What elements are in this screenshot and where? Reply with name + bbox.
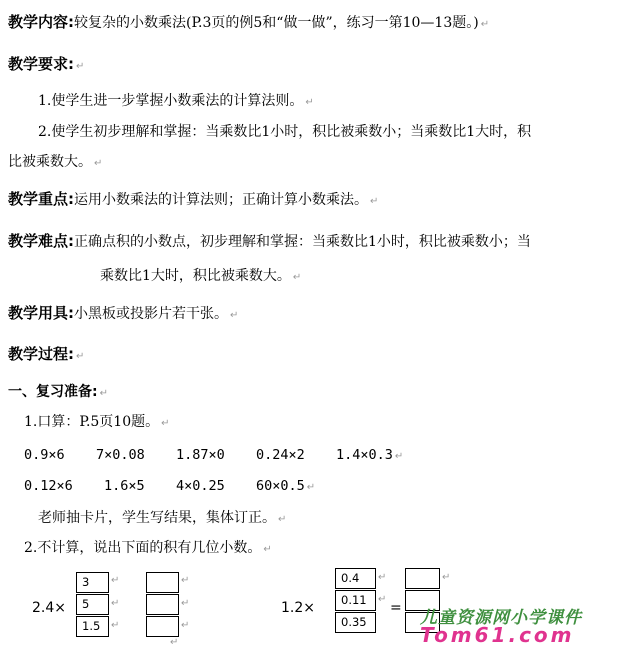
- oral-problem: 1.87×0: [176, 447, 225, 463]
- paragraph-mark-icon: ↵: [370, 196, 379, 207]
- oral-problem: 4×0.25: [176, 478, 225, 494]
- requirement-2-text: 2.使学生初步理解和掌握：当乘数比1小时，积比被乘数小；当乘数比1大时，积: [38, 124, 532, 140]
- focus-text: 运用小数乘法的计算法则；正确计算小数乘法。: [74, 192, 368, 208]
- right-multiplier: 1.2×: [281, 600, 315, 616]
- oral-problem: 1.6×5: [104, 478, 145, 494]
- left-answer-cell-2: [146, 594, 179, 615]
- requirements-label: 教学要求:: [8, 55, 74, 73]
- paragraph-mark-icon: ↵: [263, 544, 272, 555]
- oral-problem: 7×0.08: [96, 447, 145, 463]
- paragraph-mark-icon: ↵: [378, 572, 387, 583]
- paragraph-mark-icon: ↵: [181, 575, 190, 586]
- oral-line: [24, 413, 170, 433]
- oral-text: 1.口算：P.5页10题。: [24, 414, 160, 430]
- watermark-domain: Tom61.com: [420, 623, 575, 647]
- right-factor-cell-3: 0.35: [335, 612, 376, 633]
- paragraph-mark-icon: ↵: [111, 598, 120, 609]
- focus-label: 教学重点:: [8, 190, 74, 208]
- paragraph-mark-icon: ↵: [111, 575, 120, 586]
- process-heading: [8, 345, 84, 366]
- paragraph-mark-icon: ↵: [76, 351, 85, 362]
- right-factor-cell-1: 0.4: [335, 568, 376, 589]
- oral-problem: 0.24×2: [256, 447, 305, 463]
- difficulty-text: 正确点积的小数点，初步理解和掌握：当乘数比1小时，积比被乘数小；当: [74, 234, 531, 250]
- requirements-heading: [8, 55, 84, 76]
- left-factor-cell-3: 1.5: [76, 616, 109, 637]
- paragraph-mark-icon: ↵: [480, 19, 490, 30]
- watermark-site-name: 儿童资源网小学课件: [420, 608, 582, 628]
- content-label: 教学内容:: [8, 13, 74, 31]
- paragraph-mark-icon: ↵: [378, 594, 387, 605]
- difficulty-label: 教学难点:: [8, 232, 74, 250]
- section1-heading: [8, 383, 108, 403]
- oral-problems-row-2: [24, 478, 315, 494]
- paragraph-mark-icon: ↵: [94, 158, 103, 169]
- left-factor-cell-1: 3: [76, 572, 109, 593]
- left-answer-cell-3: [146, 616, 179, 637]
- difficulty-line-a: [8, 232, 531, 251]
- paragraph-mark-icon: ↵: [305, 97, 314, 108]
- paragraph-mark-icon: ↵: [76, 61, 85, 72]
- left-answer-cell-1: [146, 572, 179, 593]
- paragraph-mark-icon: ↵: [170, 637, 179, 648]
- paragraph-mark-icon: ↵: [278, 514, 287, 525]
- requirement-1-text: 1.使学生进一步掌握小数乘法的计算法则。: [38, 93, 304, 109]
- requirement-item-2a: [38, 123, 531, 141]
- tools-label: 教学用具:: [8, 304, 74, 322]
- oral-problem: 1.4×0.3: [336, 447, 393, 463]
- difficulty-continuation: 乘数比1大时，积比被乘数大。: [100, 268, 291, 284]
- note-line: [38, 509, 286, 529]
- paragraph-mark-icon: ↵: [442, 572, 451, 583]
- paragraph-mark-icon: ↵: [161, 418, 170, 429]
- tools-text: 小黑板或投影片若干张。: [74, 306, 228, 322]
- requirement-item-1: [38, 92, 314, 112]
- tools-line: [8, 304, 238, 325]
- requirement-item-2b: [8, 153, 102, 173]
- content-line: [8, 13, 489, 34]
- right-answer-cell-1: [405, 568, 440, 589]
- note-text: 老师抽卡片，学生写结果，集体订正。: [38, 510, 276, 526]
- section1-title: 一、复习准备:: [8, 384, 98, 400]
- paragraph-mark-icon: ↵: [181, 598, 190, 609]
- right-factor-cell-2: 0.11: [335, 590, 376, 611]
- paragraph-mark-icon: ↵: [394, 451, 404, 462]
- oral-problem: 60×0.5: [256, 478, 305, 494]
- focus-line: [8, 190, 378, 211]
- oral-problem: 0.9×6: [24, 447, 65, 463]
- question2-line: [24, 539, 272, 559]
- difficulty-line-b: [100, 267, 301, 287]
- paragraph-mark-icon: ↵: [292, 272, 302, 283]
- paragraph-mark-icon: ↵: [181, 620, 190, 631]
- question2-text: 2.不计算，说出下面的积有几位小数。: [24, 540, 262, 556]
- paragraph-mark-icon: ↵: [111, 620, 120, 631]
- equals-sign: =: [390, 600, 402, 616]
- paragraph-mark-icon: ↵: [306, 482, 316, 493]
- oral-problem: 0.12×6: [24, 478, 73, 494]
- paragraph-mark-icon: ↵: [99, 388, 108, 399]
- left-multiplier: 2.4×: [32, 600, 66, 616]
- left-factor-cell-2: 5: [76, 594, 109, 615]
- content-text: 较复杂的小数乘法(P.3页的例5和“做一做”，练习一第10—13题。): [74, 15, 479, 31]
- process-label: 教学过程:: [8, 345, 74, 363]
- oral-problems-row-1: [24, 447, 403, 463]
- paragraph-mark-icon: ↵: [230, 310, 239, 321]
- requirement-2-continuation: 比被乘数大。: [8, 154, 92, 170]
